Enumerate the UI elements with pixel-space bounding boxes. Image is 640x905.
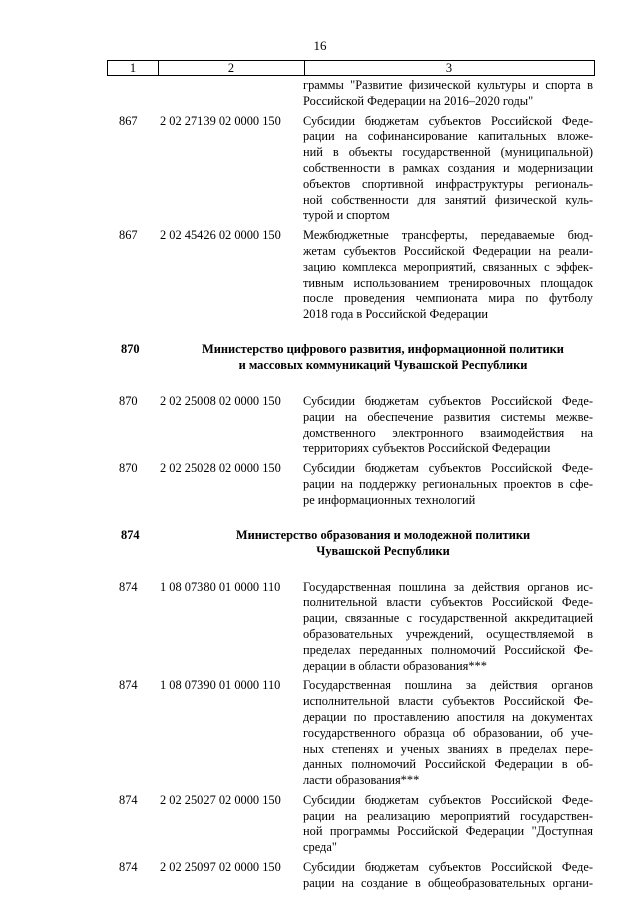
description-line: Российской Федерации на 2016–2020 годы" — [303, 93, 534, 108]
revenue-description — [303, 228, 593, 323]
description-line: собственности в рамках создания и модернизации — [303, 160, 593, 175]
description-line: ний в объекты государственной (муниципальной) — [303, 145, 593, 160]
description-line: Субсидии бюджетам субъектов Российской Феде- — [303, 792, 593, 807]
header-col-2: 2 — [158, 61, 305, 75]
description-line: рации на поддержку региональных проектов в сфе- — [303, 476, 593, 491]
description-line: жетам субъектов Российской Федерации на реали- — [303, 243, 593, 258]
description-line: Государственная пошлина за действия органов — [303, 678, 593, 693]
admin-code: 874 — [119, 678, 138, 693]
table-header — [107, 60, 595, 76]
description-line: пределах переданных полномочий Российской Фе- — [303, 642, 593, 657]
revenue-code: 1 08 07380 01 0000 110 — [160, 579, 281, 594]
table-row — [107, 78, 595, 110]
section-title-line: Министерство цифрового развития, информационной политики — [202, 341, 564, 356]
description-line: среда" — [303, 840, 337, 855]
section-title-line: Министерство образования и молодежной политики — [235, 527, 531, 542]
table-row — [107, 114, 595, 225]
revenue-code: 2 02 25028 02 0000 150 — [160, 461, 281, 476]
admin-code: 870 — [119, 393, 138, 408]
revenue-description — [303, 793, 593, 856]
description-line: государственного образца об образовании, об уче- — [303, 725, 593, 740]
table-row — [107, 580, 595, 675]
section-code: 870 — [121, 341, 140, 356]
admin-code: 870 — [119, 461, 138, 476]
table-body — [107, 78, 595, 896]
description-line: ной программы Российской Федерации "Доступная — [303, 824, 593, 839]
description-line: объектов спортивной инфраструктуры региональ- — [303, 176, 593, 191]
admin-code: 867 — [119, 228, 138, 243]
revenue-code: 1 08 07390 01 0000 110 — [160, 678, 281, 693]
description-line: образовательных учреждений, осуществляемой в — [303, 626, 593, 641]
description-line: Субсидии бюджетам субъектов Российской Феде- — [303, 113, 593, 128]
description-line: Субсидии бюджетам субъектов Российской Феде- — [303, 860, 593, 875]
description-line: Субсидии бюджетам субъектов Российской Феде- — [303, 461, 593, 476]
revenue-code: 2 02 25097 02 0000 150 — [160, 860, 281, 875]
table-row — [107, 793, 595, 856]
table-row — [107, 228, 595, 323]
header-col-3: 3 — [445, 61, 453, 75]
description-line: Государственная пошлина за действия органов ис- — [303, 579, 593, 594]
revenue-description — [303, 78, 593, 110]
section-title-line: и массовых коммуникаций Чувашской Республики — [238, 358, 528, 373]
description-line: ре информационных технологий — [303, 492, 476, 507]
description-line: территориях субъектов Российской Федерации — [303, 441, 551, 456]
revenue-description — [303, 114, 593, 225]
description-line: тивным использованием тренировочных площадок — [303, 275, 593, 290]
description-line: турой и спортом — [303, 208, 390, 223]
description-line: зацию комплекса мероприятий, связанных с эффек- — [303, 259, 593, 274]
revenue-description — [303, 860, 593, 892]
description-line: Субсидии бюджетам субъектов Российской Феде- — [303, 393, 593, 408]
description-line: полнительной власти субъектов Российской Феде- — [303, 595, 593, 610]
revenue-description — [303, 394, 593, 457]
description-line: дерации в области образования*** — [303, 658, 487, 673]
description-line: домственного электронного взаимодействия на — [303, 425, 593, 440]
table-row — [107, 860, 595, 892]
description-line: рации на реализацию мероприятий государствен- — [303, 808, 593, 823]
page-number: 16 — [313, 38, 327, 53]
revenue-code: 2 02 27139 02 0000 150 — [160, 113, 281, 128]
section-title — [173, 341, 593, 374]
admin-code: 874 — [119, 792, 138, 807]
revenue-code: 2 02 25027 02 0000 150 — [160, 792, 281, 807]
section-code: 874 — [121, 527, 140, 542]
revenue-description — [303, 461, 593, 508]
description-line: после проведения чемпионата мира по футболу — [303, 291, 593, 306]
description-line: исполнительной власти субъектов Российской Фе- — [303, 694, 593, 709]
description-line: данных полномочий Российской Федерации в об- — [303, 757, 593, 772]
admin-code: 874 — [119, 860, 138, 875]
revenue-description — [303, 678, 593, 789]
description-line: рации, связанные с государственной аккредитацией — [303, 611, 593, 626]
section-heading — [107, 527, 595, 560]
description-line: ных степенях и ученых званиях в пределах пере- — [303, 741, 593, 756]
description-line: граммы "Развитие физической культуры и спорта в — [303, 78, 593, 92]
description-line: Межбюджетные трансферты, передаваемые бюд- — [303, 228, 593, 243]
section-title — [173, 527, 593, 560]
header-col-1: 1 — [108, 61, 159, 75]
table-row — [107, 461, 595, 508]
description-line: рации на создание в общеобразовательных органи- — [303, 875, 593, 890]
section-heading — [107, 341, 595, 374]
description-line: рации на обеспечение развития системы межве- — [303, 409, 593, 424]
description-line: дерации по проставлению апостиля на документах — [303, 709, 593, 724]
revenue-code: 2 02 45426 02 0000 150 — [160, 228, 281, 243]
revenue-description — [303, 580, 593, 675]
admin-code: 874 — [119, 579, 138, 594]
description-line: рации на софинансирование капитальных вложе- — [303, 129, 593, 144]
description-line: ной собственности для занятий физической куль- — [303, 192, 593, 207]
revenue-code: 2 02 25008 02 0000 150 — [160, 393, 281, 408]
description-line: ласти образования*** — [303, 773, 420, 788]
table-row — [107, 678, 595, 789]
admin-code: 867 — [119, 113, 138, 128]
table-row — [107, 394, 595, 457]
description-line: 2018 года в Российской Федерации — [303, 307, 489, 322]
section-title-line: Чувашской Республики — [316, 544, 450, 559]
